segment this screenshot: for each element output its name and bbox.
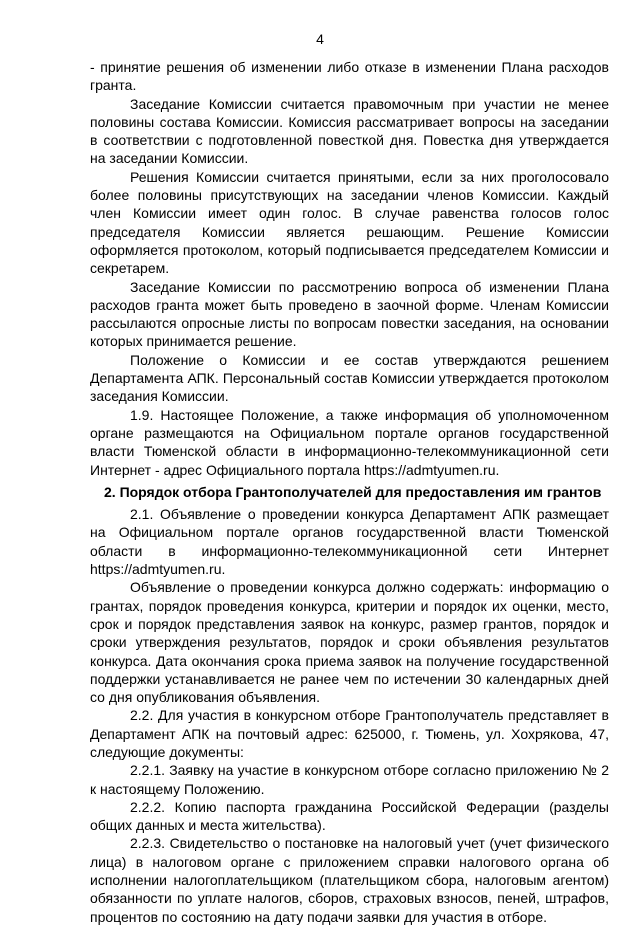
paragraph: Решения Комиссии считается принятыми, если за них проголосовало более половины присутствующих на заседании членов Комиссии. Каждый член Комиссии имеет один голос. В случае равенства голосов голос председателя Комиссии является решающим. Решение Комиссии оформляется протоколом, который подписывается председателем Комиссии и секретарем. (90, 168, 609, 277)
paragraph: 1.9. Настоящее Положение, а также информация об уполномоченном органе размещаются на Официальном портале органов государственной власти Тюменской области в информационно-телекоммуникационной сети Интернет - адрес Официального портала https://admtyumen.ru. (90, 406, 609, 478)
paragraph: Заседание Комиссии по рассмотрению вопроса об изменении Плана расходов гранта может быть проведено в заочной форме. Членам Комиссии рассылаются опросные листы по вопросам повестки заседания, на основании которых принимается решение. (90, 278, 609, 350)
paragraph: - принятие решения об изменении либо отказе в изменении Плана расходов гранта. (90, 59, 609, 94)
page-number: 4 (316, 31, 324, 47)
section-heading: 2. Порядок отбора Грантополучателей для предоставления им грантов (104, 483, 602, 500)
document-body (90, 58, 609, 926)
paragraph: 2.2.1. Заявку на участие в конкурсном отборе согласно приложению № 2 к настоящему Положению. (90, 762, 609, 797)
paragraph: Объявление о проведении конкурса должно содержать: информацию о грантах, порядок проведения конкурса, критерии и порядок их оценки, место, срок и порядок представления заявок на конкурс, размер грантов, порядок и сроки утверждения результатов, порядок и сроки объявления результатов конкурса. Дата окончания срока приема заявок на получение государственной поддержки устанавливается не ранее чем по истечении 30 календарных дней со дня опубликования объявления. (90, 579, 609, 706)
paragraph: 2.2.3. Свидетельство о постановке на налоговый учет (учет физического лица) в налоговом органе с приложением справки налогового органа об исполнении налогоплательщиком (плательщиком сбора, налоговым агентом) обязанности по уплате налогов, сборов, страховых взносов, пеней, штрафов, процентов по состоянию на дату подачи заявки для участия в отборе. (90, 835, 609, 925)
paragraph: 2.1. Объявление о проведении конкурса Департамент АПК размещает на Официальном портале органов государственной власти Тюменской области в информационно-телекоммуникационной сети Интернет https://admtyumen.ru. (90, 506, 609, 578)
paragraph: Положение о Комиссии и ее состав утверждаются решением Департамента АПК. Персональный состав Комиссии утверждается протоколом заседания Комиссии. (90, 351, 609, 405)
paragraph: 2.2.2. Копию паспорта гражданина Российской Федерации (разделы общих данных и места жительства). (90, 798, 609, 834)
paragraph: 2.2. Для участия в конкурсном отборе Грантополучатель представляет в Департамент АПК на почтовый адрес: 625000, г. Тюмень, ул. Хохрякова, 47, следующие документы: (90, 707, 609, 760)
paragraph: Заседание Комиссии считается правомочным при участии не менее половины состава Комиссии. Комиссия рассматривает вопросы на заседании в соответствии с подготовленной повесткой дня. Повестка дня утверждается на заседании Комиссии. (90, 95, 609, 167)
